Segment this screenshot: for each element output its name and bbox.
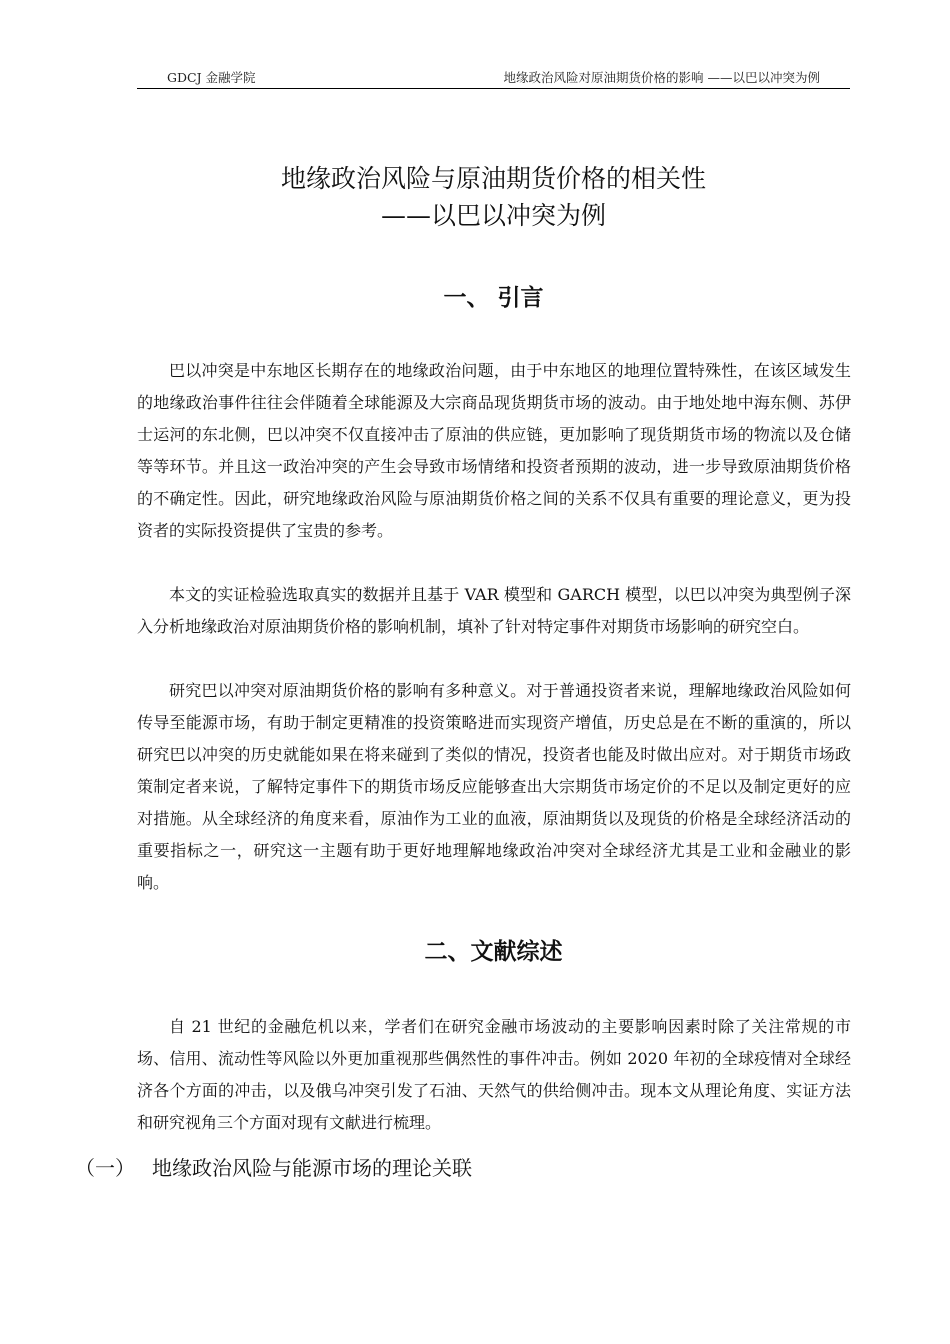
subsection-heading: [75, 1153, 472, 1183]
page-header: [137, 68, 850, 89]
subsection-number: （一）: [75, 1156, 135, 1180]
header-institution: GDCJ 金融学院: [167, 70, 256, 85]
intro-paragraph-3: 研究巴以冲突对原油期货价格的影响有多种意义。对于普通投资者来说，理解地缘政治风险如何传导至能源市场，有助于制定更精准的投资策略进而实现资产增值，历史总是在不断的重演的，所以研究巴以冲突的历史就能如果在将来碰到了类似的情况，投资者也能及时做出应对。对于期货市场政策制定者来说，了解特定事件下的期货市场反应能够查出大宗期货市场定价的不足以及制定更好的应对措施。从全球经济的角度来看，原油作为工业的血液，原油期货以及现货的价格是全球经济活动的重要指标之一，研究这一主题有助于更好地理解地缘政治冲突对全球经济尤其是工业和金融业的影响。: [137, 681, 851, 892]
header-running-title: 地缘政治风险对原油期货价格的影响 ——以巴以冲突为例: [503, 70, 820, 85]
intro-paragraph-2: 本文的实证检验选取真实的数据并且基于 VAR 模型和 GARCH 模型，以巴以冲突为典型例子深入分析地缘政治对原油期货价格的影响机制，填补了针对特定事件对期货市场影响的研究空白。: [137, 585, 851, 636]
section-heading-literature-review: 二、文献综述: [424, 939, 563, 965]
document-title: 地缘政治风险与原油期货价格的相关性: [280, 164, 706, 193]
intro-paragraph-1: 巴以冲突是中东地区长期存在的地缘政治问题，由于中东地区的地理位置特殊性，在该区域发生的地缘政治事件往往会伴随着全球能源及大宗商品现货期货市场的波动。由于地处地中海东侧、苏伊士运河的东北侧，巴以冲突不仅直接冲击了原油的供应链，更加影响了现货期货市场的物流以及仓储等等环节。并且这一政治冲突的产生会导致市场情绪和投资者预期的波动，进一步导致原油期货价格的不确定性。因此，研究地缘政治风险与原油期货价格之间的关系不仅具有重要的理论意义，更为投资者的实际投资提供了宝贵的参考。: [137, 361, 851, 540]
review-paragraph-1: 自 21 世纪的金融危机以来，学者们在研究金融市场波动的主要影响因素时除了关注常规的市场、信用、流动性等风险以外更加重视那些偶然性的事件冲击。例如 2020 年初的全球疫情对全球经济各个方面的冲击，以及俄乌冲突引发了石油、天然气的供给侧冲击。现本文从理论角度、实证方法和研究视角三个方面对现有文献进行梳理。: [137, 1017, 851, 1132]
document-subtitle: ——以巴以冲突为例: [380, 201, 606, 230]
section-heading-introduction: 一、 引言: [443, 285, 544, 311]
subsection-title: 地缘政治风险与能源市场的理论关联: [152, 1156, 472, 1180]
